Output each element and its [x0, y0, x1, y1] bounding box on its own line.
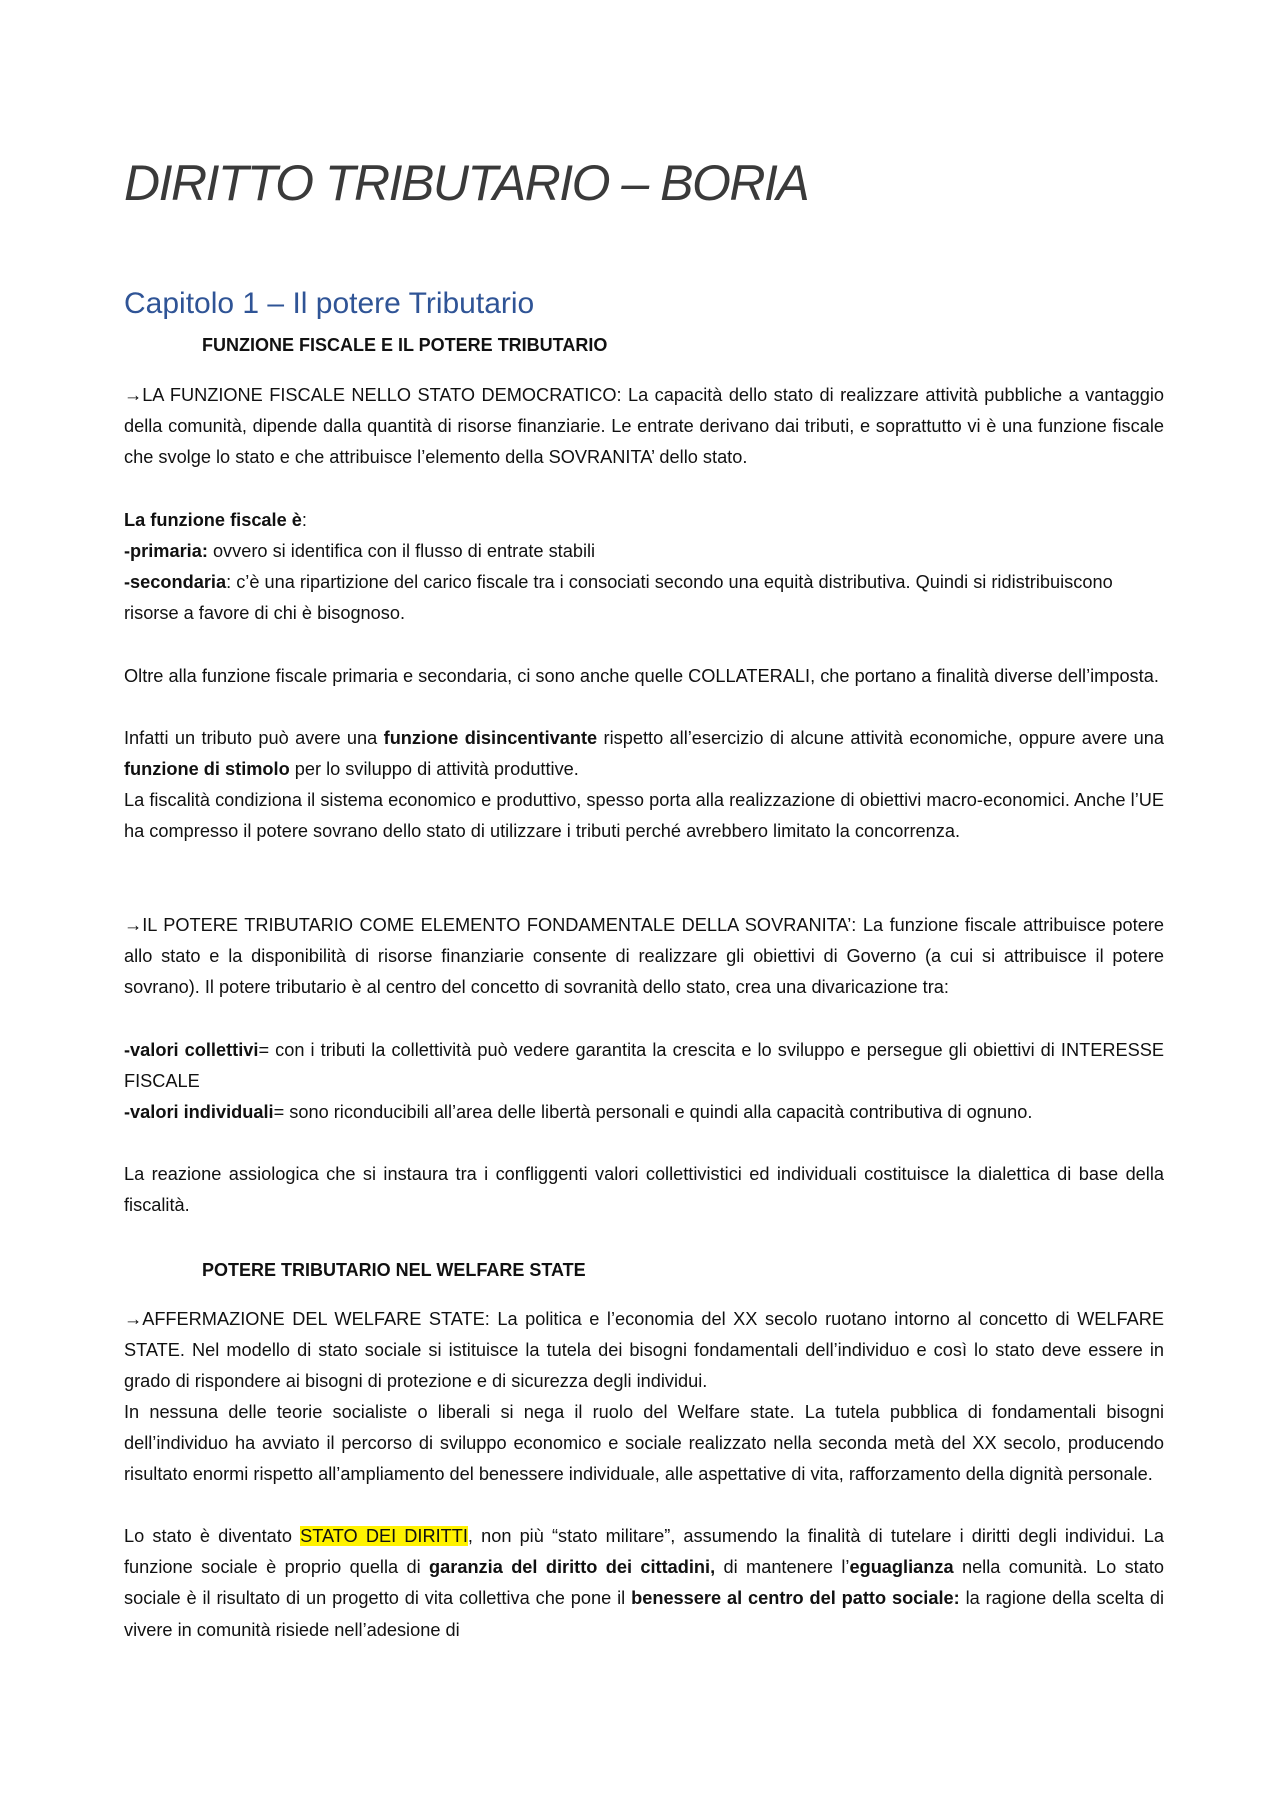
- paragraph-funzione-disincentivante: [124, 723, 1164, 785]
- text-run: per lo sviluppo di attività produttive.: [289, 759, 579, 780]
- paragraph-primaria: [124, 536, 1164, 567]
- colon: :: [301, 510, 307, 530]
- section-heading-welfare-state: POTERE TRIBUTARIO NEL WELFARE STATE: [202, 1260, 586, 1280]
- chapter-title: Capitolo 1 – Il potere Tributario: [124, 287, 535, 320]
- bold-text: funzione disincentivante: [383, 728, 598, 748]
- paragraph-potere-tributario-sovranita: →IL POTERE TRIBUTARIO COME ELEMENTO FONDAMENTALE DELLA SOVRANITA’: La funzione fiscale attribuisce potere allo stato e la disponibilità di risorse finanziarie consente di realizzare gli obiettivi di Governo (a cui si attribuisce il potere sovrano). Il potere tributario è al centro del concetto di sovranità dello stato, crea una divaricazione tra:: [124, 915, 1164, 998]
- text-run: , non più “stato militare”, assumendo la finalità di tutelare i diritti degli individui. La funzione sociale è proprio quella di: [124, 1526, 1164, 1578]
- paragraph-fiscalita-sistema-economico: La fiscalità condiziona il sistema economico e produttivo, spesso porta alla realizzazione di obiettivi macro-economici. Anche l’UE ha compresso il potere sovrano dello stato di utilizzare i tributi perché avrebbero limitato la concorrenza.: [124, 790, 1164, 842]
- paragraph-affermazione-welfare-state: →AFFERMAZIONE DEL WELFARE STATE: La politica e l’economia del XX secolo ruotano intorno al concetto di WELFARE STATE. Nel modello di stato sociale si istituisce la tutela dei bisogni fondamentali dell’individuo e così lo stato deve essere in grado di rispondere ai bisogni di protezione e di sicurezza degli individui.: [124, 1309, 1164, 1392]
- paragraph-funzione-fiscale-label: [124, 505, 1164, 536]
- document-title: DIRITTO TRIBUTARIO – BORIA: [124, 155, 809, 211]
- bold-label: La funzione fiscale è: [124, 510, 302, 530]
- text-run: di mantenere l’: [715, 1557, 850, 1578]
- paragraph-secondaria: [124, 567, 1164, 629]
- bold-label: -valori individuali: [124, 1102, 274, 1122]
- paragraph-reazione-assiologica: La reazione assiologica che si instaura tra i confliggenti valori collettivistici ed individuali costituisce la dialettica di base della fiscalità.: [124, 1164, 1164, 1216]
- text-run: Lo stato è diventato: [124, 1526, 301, 1546]
- paragraph-text: : c’è una ripartizione del carico fiscale tra i consociati secondo una equità distributiva. Quindi si ridistribuiscono risorse a favore di chi è bisognoso.: [124, 572, 1113, 624]
- section-heading-funzione-fiscale: FUNZIONE FISCALE E IL POTERE TRIBUTARIO: [202, 335, 608, 355]
- bold-text: funzione di stimolo: [124, 759, 290, 780]
- paragraph-valori-individuali: [124, 1097, 1164, 1128]
- paragraph-text: ovvero si identifica con il flusso di entrate stabili: [207, 541, 596, 561]
- paragraph-text: = con i tributi la collettività può vedere garantita la crescita e lo sviluppo e persegue gli obiettivi di INTERESSE FISCALE: [124, 1040, 1165, 1092]
- paragraph-teorie-socialiste-liberali: In nessuna delle teorie socialiste o liberali si nega il ruolo del Welfare state. La tutela pubblica di fondamentali bisogni dell’individuo ha avviato il percorso di sviluppo economico e sociale realizzato nella seconda metà del XX secolo, producendo risultato enormi rispetto all’ampliamento del benessere individuale, alle aspettative di vita, rafforzamento della dignità personale.: [124, 1402, 1164, 1485]
- bold-label: -valori collettivi: [124, 1040, 259, 1060]
- text-run: rispetto all’esercizio di alcune attività economiche, oppure avere una: [597, 728, 1165, 748]
- paragraph-stato-dei-diritti: [124, 1521, 1164, 1646]
- paragraph-collaterali: Oltre alla funzione fiscale primaria e secondaria, ci sono anche quelle COLLATERALI, che portano a finalità diverse dell’imposta.: [124, 666, 1159, 686]
- paragraph-funzione-fiscale-stato-democratico: →LA FUNZIONE FISCALE NELLO STATO DEMOCRATICO: La capacità dello stato di realizzare attività pubbliche a vantaggio della comunità, dipende dalla quantità di risorse finanziarie. Le entrate derivano dai tributi, e soprattutto vi è una funzione fiscale che svolge lo stato e che attribuisce l’elemento della SOVRANITA’ dello stato.: [124, 385, 1164, 468]
- bold-text: eguaglianza: [849, 1557, 954, 1578]
- bold-text: benessere al centro del patto sociale:: [631, 1588, 960, 1609]
- text-run: Infatti un tributo può avere una: [124, 728, 384, 748]
- bold-label: -primaria:: [124, 541, 208, 561]
- bold-text: garanzia del diritto dei cittadini,: [429, 1557, 716, 1578]
- paragraph-text: = sono riconducibili all’area delle libertà personali e quindi alla capacità contributiva di ognuno.: [273, 1102, 1033, 1122]
- bold-label: -secondaria: [124, 572, 227, 592]
- paragraph-valori-collettivi: [124, 1035, 1164, 1097]
- text-run: nella comunità. Lo stato sociale è il risultato di un progetto di vita collettiva che pone il: [124, 1557, 1164, 1609]
- highlighted-text: STATO DEI DIRITTI: [300, 1526, 468, 1546]
- text-run: la ragione della scelta di vivere in comunità risiede nell’adesione di: [124, 1588, 1165, 1640]
